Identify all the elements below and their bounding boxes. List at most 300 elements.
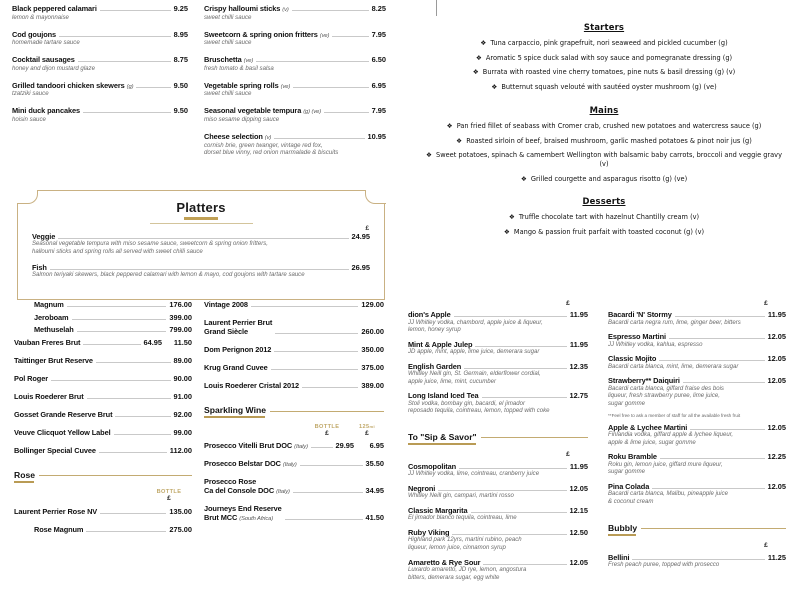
item-price: 6.50 — [371, 55, 386, 65]
leader-dots — [464, 368, 566, 369]
item-price: 375.00 — [361, 363, 384, 372]
item-description: fresh tomato & basil salsa — [204, 64, 274, 72]
item-price: 6.95 — [371, 80, 386, 90]
menu-item — [204, 132, 386, 157]
section-underline — [408, 443, 476, 445]
item-description: tzatziki sauce — [12, 90, 49, 98]
bubbly-section-header — [608, 523, 786, 533]
item-description: Salmon teriyaki skewers, black peppered calamari with lemon & mayo, cod goujons with tartare sauce — [32, 272, 305, 279]
item-name: Veuve Clicquot Yellow Label — [14, 427, 111, 437]
leader-dots — [452, 534, 566, 535]
leader-dots — [675, 316, 765, 317]
starters-column-left — [0, 4, 200, 165]
item-price: 112.00 — [169, 445, 192, 455]
item-price-glass: 6.95 — [369, 441, 384, 450]
item-price: 99.00 — [173, 427, 192, 437]
sparkling-bottle-header: BOTTLE — [314, 424, 340, 430]
wine-column-right — [200, 300, 400, 537]
sip-savor-items — [408, 462, 588, 582]
leader-dots — [51, 380, 170, 381]
item-description: JD apple, mint, apple, lime juice, demerara sugar — [408, 349, 540, 356]
menu-item — [12, 4, 188, 21]
cocktail-items-top-right — [608, 310, 786, 408]
menu-item — [608, 376, 786, 408]
section-underline — [14, 481, 34, 483]
platters-items — [32, 232, 370, 280]
leader-dots — [83, 344, 140, 345]
item-name: Mini duck pancakes — [12, 106, 81, 116]
set-menu — [408, 22, 800, 243]
sip-savor-section-header — [408, 432, 588, 442]
item-price: 12.05 — [767, 422, 786, 432]
diamond-bullet: ❖ — [508, 213, 515, 222]
item-name: Dom Perignon 2012 — [204, 345, 272, 354]
item-name: Prosecco Belstar DOC (Italy) — [204, 459, 297, 468]
item-name: Louis Roederer Cristal 2012 — [204, 381, 300, 390]
leader-dots — [136, 87, 170, 88]
menu-item — [408, 484, 588, 501]
wine-item — [14, 356, 192, 365]
menu-item — [408, 391, 588, 416]
item-price: 275.00 — [169, 524, 192, 534]
menu-item — [408, 558, 588, 583]
set-menu-heading: Starters — [583, 22, 625, 32]
item-name: Bruschetta (ve) — [204, 55, 254, 65]
item-name: Laurent Perrier Brut Grand Siècle — [204, 318, 273, 336]
wine-item — [14, 325, 192, 334]
leader-dots — [114, 434, 171, 435]
set-menu-item: ❖ Grilled courgette and asparagus risotto (g) (ve) — [520, 174, 688, 183]
platters-title: Platters — [176, 200, 226, 215]
set-menu-item: ❖ Mango & passion fruit parfait with toasted coconut (g) (v) — [503, 228, 705, 237]
cocktail-currency: £ — [764, 300, 768, 307]
item-price: 12.05 — [767, 332, 786, 342]
cocktail-currency-row-left — [408, 300, 588, 307]
set-menu-item: ❖ Burrata with roasted vine cherry tomatoes, pine nuts & basil dressing (g) (v) — [472, 68, 736, 77]
item-description: Fresh peach puree, topped with prosecco — [608, 562, 720, 569]
bubbly-items — [608, 553, 786, 570]
wine-list — [0, 300, 400, 537]
leader-dots — [83, 112, 171, 113]
item-description: Bacardi carta blanca, Malibu, pineapple juice & coconut cream — [608, 491, 729, 506]
wine-item — [204, 318, 384, 336]
item-tag: (Italy) — [276, 489, 290, 495]
item-price: 90.00 — [173, 373, 192, 383]
rose-items — [14, 507, 192, 534]
leader-dots — [332, 36, 368, 37]
item-price: 8.25 — [371, 4, 386, 13]
item-name: Pol Roger — [14, 373, 49, 383]
item-name: Prosecco Vitelli Brut DOC (Italy) — [204, 441, 308, 450]
wine-item — [14, 525, 192, 534]
item-name: Pina Colada — [608, 481, 650, 491]
item-price: 89.00 — [173, 355, 192, 365]
item-price: 12.05 — [767, 376, 786, 386]
item-price: 11.95 — [569, 339, 588, 349]
diamond-bullet: ❖ — [503, 228, 510, 237]
menu-item — [12, 81, 188, 98]
item-name: Cod goujons — [12, 29, 57, 39]
wine-item — [204, 300, 384, 309]
menu-item — [408, 462, 588, 479]
wine-item — [204, 381, 384, 390]
set-menu-item: ❖ Pan fried fillet of seabass with Cromer crab, crushed new potatoes and watercress sauce (g) — [446, 121, 762, 130]
item-description: Luxardo amaretto, JD rye, lemon, angostura bitters, demerara sugar, egg white — [408, 567, 527, 581]
item-name: Amaretto & Rye Sour — [408, 557, 481, 567]
sparkling-currency-row — [204, 430, 384, 437]
item-price: 12.05 — [767, 354, 786, 364]
item-price: 260.00 — [361, 327, 384, 336]
item-price: 9.25 — [173, 4, 188, 13]
item-name: Ruby Viking — [408, 527, 450, 537]
item-price: 12.50 — [569, 527, 588, 537]
menu-item — [608, 423, 786, 448]
item-name: Bellini — [608, 552, 630, 562]
sparkling-currency-bottle: £ — [325, 430, 329, 437]
menu-item — [408, 528, 588, 553]
leader-dots — [77, 331, 167, 332]
menu-item — [608, 482, 786, 507]
item-name: Long Island Iced Tea — [408, 391, 479, 401]
diamond-bullet: ❖ — [426, 151, 432, 160]
platters-accent-bar — [184, 217, 218, 220]
fresh-fruit-footnote: **Feel free to ask a member of staff for all the available fresh fruit — [608, 413, 741, 419]
item-price: 12.75 — [569, 391, 588, 401]
item-price: 12.05 — [767, 481, 786, 491]
item-description: hoisin sauce — [12, 115, 46, 123]
leader-dots — [274, 351, 358, 352]
item-price: 12.35 — [569, 361, 588, 371]
leader-dots — [100, 10, 171, 11]
section-underline — [204, 416, 265, 418]
cocktail-currency: £ — [566, 300, 570, 307]
menu-item — [204, 55, 386, 72]
item-description: lemon & mayonnaise — [12, 13, 69, 21]
leader-dots — [483, 564, 566, 565]
item-description: Roku gin, lemon juice, giffard mure liqueur, sugar gomme — [608, 461, 723, 476]
leader-dots — [438, 490, 566, 491]
sparkling-items — [204, 441, 384, 522]
starters-column-right — [200, 4, 400, 165]
item-price-glass: 11.50 — [173, 337, 192, 347]
item-name: Roku Bramble — [608, 452, 657, 462]
menu-item — [204, 106, 386, 123]
item-price: 34.95 — [365, 486, 384, 495]
item-name: Crispy halloumi sticks (v) — [204, 4, 289, 13]
item-description: Whitley Neill gin, St. Germain, elderflower cordial, apple juice, lime, mint, cucumber — [408, 371, 541, 385]
menu-item — [408, 340, 588, 357]
item-price: 8.75 — [173, 55, 188, 65]
diamond-bullet: ❖ — [456, 136, 463, 145]
item-name: Rose Magnum — [34, 524, 84, 534]
item-price: 9.50 — [173, 106, 188, 116]
section-underline — [608, 534, 636, 536]
diamond-bullet: ❖ — [475, 53, 482, 62]
item-name: Classic Mojito — [608, 354, 657, 364]
diamond-bullet: ❖ — [472, 68, 479, 77]
leader-dots — [652, 488, 764, 489]
leader-dots — [78, 61, 171, 62]
item-price: 92.00 — [173, 409, 192, 419]
wine-item — [204, 477, 384, 495]
leader-dots — [459, 468, 567, 469]
item-name: Journeys End Reserve Brut MCC (South Africa) — [204, 504, 282, 522]
leader-dots — [100, 513, 166, 514]
leader-dots — [271, 369, 359, 370]
item-price: 11.95 — [569, 310, 588, 319]
set-menu-item: ❖ Butternut squash velouté with sautéed oyster mushroom (g) (ve) — [491, 83, 717, 92]
item-name: Vintage 2008 — [204, 300, 248, 309]
cocktail-items-more — [608, 423, 786, 507]
item-name: Mint & Apple Julep — [408, 339, 473, 349]
leader-dots — [683, 382, 765, 383]
bubbly-title: Bubbly — [608, 523, 641, 533]
leader-dots — [256, 61, 368, 62]
item-name: Apple & Lychee Martini — [608, 422, 688, 432]
item-description: JJ Whitley vodka, kahlua, espresso — [608, 341, 703, 348]
set-menu-item: ❖ Tuna carpaccio, pink grapefruit, nori seaweed and pickled cucumber (g) — [480, 39, 728, 47]
wine-item — [14, 446, 192, 455]
item-price: 91.00 — [173, 391, 192, 401]
menu-item — [608, 354, 786, 371]
item-name: Espresso Martini — [608, 332, 666, 342]
platters-panel — [17, 190, 385, 300]
wine-item — [14, 392, 192, 401]
wine-column-left — [0, 300, 200, 537]
platters-body — [18, 225, 384, 280]
menu-item — [608, 452, 786, 477]
set-menu-item: ❖ Sweet potatoes, spinach & camembert Wellington with balsamic baby carrots, broccoli and veggie gravy (v) — [426, 151, 782, 168]
rose-title: Rose — [14, 470, 39, 480]
leader-dots — [293, 492, 363, 493]
item-price: 135.00 — [169, 506, 192, 516]
diamond-bullet: ❖ — [446, 121, 453, 130]
sip-savor-currency: £ — [566, 450, 570, 458]
item-price: 11.25 — [767, 552, 786, 562]
menu-item — [32, 263, 370, 280]
item-name: Vauban Freres Brut — [14, 337, 81, 347]
item-description: Bacardi carta negra rum, lime, ginger beer, bitters — [608, 319, 741, 326]
item-tag: (g) — [126, 83, 134, 90]
menu-item — [608, 310, 786, 327]
menu-item — [12, 106, 188, 123]
wine-item — [14, 300, 192, 309]
item-tag: (ve) — [319, 32, 330, 39]
leader-dots — [454, 316, 567, 317]
leader-dots — [324, 112, 369, 113]
menu-item — [12, 55, 188, 72]
item-description: Stoli vodka, bombay gin, bacardi, el jimador reposado tequila, cointreau, lemon, topped with coke — [408, 400, 550, 415]
rose-bottle-header: BOTTLE — [156, 488, 182, 495]
item-price: 7.95 — [371, 106, 386, 116]
sip-savor-currency-row — [408, 451, 588, 458]
menu-item — [408, 362, 588, 387]
wine-item — [14, 374, 192, 383]
item-name: Taittinger Brut Reserve — [14, 355, 93, 365]
item-name: Sweetcorn & spring onion fritters (ve) — [204, 29, 330, 39]
leader-dots — [59, 36, 171, 37]
item-price: 11.95 — [767, 310, 786, 319]
item-price: 129.00 — [361, 300, 384, 309]
item-name: Fish — [32, 262, 47, 272]
wine-item — [204, 363, 384, 372]
menu-item — [608, 332, 786, 349]
item-price: 399.00 — [169, 312, 192, 322]
bubbly-currency-row — [608, 542, 786, 549]
item-tag: (Italy) — [294, 444, 308, 450]
item-price: 176.00 — [169, 300, 192, 309]
leader-dots — [275, 333, 358, 334]
item-price: 24.95 — [351, 231, 370, 241]
rose-currency-row — [14, 495, 192, 502]
item-price: 799.00 — [169, 325, 192, 334]
leader-dots — [58, 238, 348, 239]
wine-item — [14, 338, 192, 347]
menu-item — [408, 310, 588, 335]
item-name: Louis Roederer Brut — [14, 391, 84, 401]
item-name: Bollinger Special Cuvee — [14, 445, 96, 455]
item-price: 41.50 — [365, 513, 384, 522]
spacer — [608, 512, 786, 523]
item-price: 8.95 — [173, 29, 188, 39]
champagne-items — [14, 300, 192, 455]
rose-section-header — [14, 470, 192, 480]
leader-dots — [274, 138, 364, 139]
bubbly-currency: £ — [764, 541, 768, 549]
sparkling-currency-glass: £ — [365, 430, 369, 437]
wine-item — [204, 441, 384, 450]
item-tag: (ve) — [280, 83, 291, 90]
item-tag: (g) (ve) — [303, 109, 322, 116]
platters-currency: £ — [365, 224, 369, 232]
leader-dots — [72, 319, 167, 320]
menu-item — [204, 4, 386, 21]
right-page — [400, 0, 800, 600]
sparkling-section-header — [204, 405, 384, 415]
leader-dots — [87, 398, 171, 399]
item-name: English Garden — [408, 361, 462, 371]
item-tag: (v) — [282, 7, 289, 13]
leader-dots — [659, 360, 764, 361]
diamond-bullet: ❖ — [480, 39, 487, 47]
item-price: 64.95 — [143, 337, 162, 347]
platters-accent-rule — [150, 223, 253, 224]
menu-item — [408, 506, 588, 523]
item-tag: (v) — [264, 135, 272, 142]
menu-item — [204, 81, 386, 98]
sparkling-title: Sparkling Wine — [204, 405, 270, 415]
rose-currency: £ — [167, 494, 171, 502]
cocktail-items-top-left — [408, 310, 588, 416]
item-description: sweet chilli sauce — [204, 90, 252, 98]
wine-item — [14, 428, 192, 437]
cocktail-column-right — [600, 300, 800, 587]
leader-dots — [99, 452, 167, 453]
leader-dots — [660, 458, 765, 459]
item-description: sweet chilli sauce — [204, 39, 252, 47]
item-price: 12.25 — [767, 452, 786, 462]
leader-dots — [471, 512, 567, 513]
item-tag: (South Africa) — [239, 516, 274, 522]
leader-dots — [311, 447, 333, 448]
sparkling-glass-header: 125ml — [358, 424, 375, 430]
cocktail-list — [400, 300, 800, 587]
leader-dots — [302, 387, 358, 388]
item-description: Finlandia vodka, giffard apple & lychee liqueur, apple & lime juice, sugar gomme — [608, 432, 734, 446]
starters-columns — [0, 4, 400, 165]
item-price: 35.50 — [365, 459, 384, 468]
item-description: sweet chilli sauce — [204, 13, 252, 21]
set-menu-heading: Desserts — [582, 196, 626, 207]
set-menu-item: ❖ Truffle chocolate tart with hazelnut Chantilly cream (v) — [508, 213, 700, 222]
menu-item — [204, 30, 386, 47]
item-tag: (Italy) — [282, 462, 297, 468]
item-name: Gosset Grande Reserve Brut — [14, 409, 113, 419]
wine-item — [14, 410, 192, 419]
leader-dots — [293, 87, 368, 88]
wine-item — [14, 507, 192, 516]
set-menu-item: ❖ Roasted sirloin of beef, braised mushroom, garlic mashed potatoes & pinot noir jus (g) — [456, 136, 752, 145]
leader-dots — [96, 362, 171, 363]
item-price: 29.95 — [335, 441, 354, 450]
item-name: Negroni — [408, 483, 436, 493]
leader-dots — [475, 346, 566, 347]
spacer — [408, 421, 588, 432]
diamond-bullet: ❖ — [491, 83, 498, 92]
menu-item — [608, 553, 786, 570]
item-name: Cheese selection (v) — [204, 132, 272, 142]
leader-dots — [50, 269, 349, 270]
item-price: 12.15 — [569, 505, 588, 515]
item-name: Black peppered calamari — [12, 4, 97, 13]
item-price: 9.50 — [173, 80, 188, 90]
leader-dots — [482, 397, 567, 398]
leader-dots — [251, 306, 359, 307]
item-name: Cocktail sausages — [12, 55, 75, 65]
set-menu-heading: Mains — [589, 104, 619, 115]
item-name: Vegetable spring rolls (ve) — [204, 80, 291, 90]
wine-item — [204, 345, 384, 354]
wine-item — [204, 504, 384, 522]
item-description: Bacardi carta blanca, giffard fraise des bois liqueur, fresh strawberry puree, lime juice, sugar gomme — [608, 385, 724, 407]
champagne-items-2 — [204, 300, 384, 390]
cocktail-currency-row-right — [608, 300, 786, 307]
sip-savor-title: To "Sip & Savor" — [408, 432, 481, 442]
leader-dots — [285, 519, 363, 520]
leader-dots — [632, 559, 764, 560]
page-divider-mark — [436, 0, 437, 16]
item-description: JJ Whitley vodka, chambord, apple juice & liqueur, lemon, honey syrup — [408, 319, 543, 334]
item-description: honey and dijon mustard glaze — [12, 64, 95, 72]
cocktail-column-left — [400, 300, 600, 587]
item-description: miso sesame dipping sauce — [204, 115, 280, 123]
item-name: Classic Margarita — [408, 505, 468, 515]
item-description: cornish brie, green twanger, vintage red fox, dorset blue vinny, red onion marmalade & biscuits — [204, 141, 339, 157]
item-name: Jeroboam — [34, 312, 69, 322]
item-price: 389.00 — [361, 381, 384, 390]
item-description: Highland park 12yrs, martini rubino, peach liqueur, lemon juice, cinnamon syrup — [408, 537, 522, 552]
item-description: Whitley Neill gin, campari, martini rosso — [408, 493, 514, 500]
item-description: Seasonal vegetable tempura with miso sesame sauce, sweetcorn & spring onion fritters, halloumi sticks and spring rolls all served with sweet chilli sauce — [32, 241, 268, 256]
item-name: Veggie — [32, 231, 56, 241]
item-price: 12.05 — [569, 483, 588, 493]
wine-item — [204, 459, 384, 468]
item-price: 26.95 — [351, 262, 370, 272]
item-description: homemade tartare sauce — [12, 39, 80, 47]
item-name: Strawberry** Daiquiri — [608, 376, 680, 386]
section-rule — [14, 475, 192, 476]
wine-item — [14, 313, 192, 322]
